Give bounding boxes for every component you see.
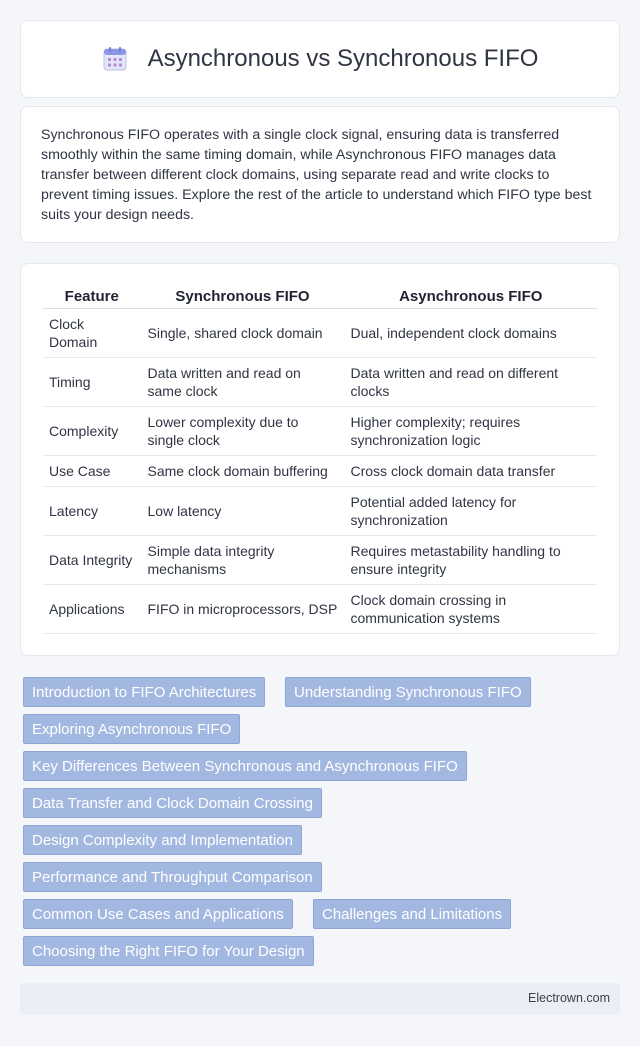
table-row (43, 406, 597, 455)
topic-tag-key-differences[interactable]: Key Differences Between Synchronous and Asynchronous FIFO (23, 751, 467, 781)
calendar-grid-icon (102, 46, 128, 72)
intro-paragraph: Synchronous FIFO operates with a single clock signal, ensuring data is transferred smoothly within the same timing domain, while Asynchronous FIFO manages data transfer between different clock domains, using separate read and write clocks to prevent timing issues. Explore the rest of the article to understand which FIFO type best suits your design needs. (41, 127, 592, 223)
intro-card (20, 106, 620, 243)
topic-tag-challenges[interactable]: Challenges and Limitations (313, 899, 511, 929)
topic-tag-performance[interactable]: Performance and Throughput Comparison (23, 862, 322, 892)
column-header-synchronous: Synchronous FIFO (141, 284, 344, 308)
header-card (20, 20, 620, 98)
table-cell-sync: Same clock domain buffering (141, 455, 344, 486)
column-header-asynchronous: Asynchronous FIFO (344, 284, 597, 308)
table-cell-feature: Timing (43, 357, 141, 406)
topic-tag-choosing[interactable]: Choosing the Right FIFO for Your Design (23, 936, 314, 966)
table-row (43, 455, 597, 486)
comparison-table-card (20, 263, 620, 656)
topic-tag-design-complexity[interactable]: Design Complexity and Implementation (23, 825, 302, 855)
table-header-row (43, 284, 597, 308)
table-cell-async: Data written and read on different clocks (344, 357, 597, 406)
table-row (43, 584, 597, 633)
topic-tag-introduction[interactable]: Introduction to FIFO Architectures (23, 677, 265, 707)
table-cell-async: Clock domain crossing in communication systems (344, 584, 597, 633)
table-cell-async: Requires metastability handling to ensure integrity (344, 535, 597, 584)
footer-site-name: Electrown.com (528, 991, 610, 1005)
topic-tag-synchronous[interactable]: Understanding Synchronous FIFO (285, 677, 531, 707)
topic-tag-use-cases[interactable]: Common Use Cases and Applications (23, 899, 293, 929)
table-row (43, 486, 597, 535)
table-cell-feature: Latency (43, 486, 141, 535)
footer (20, 983, 620, 1015)
table-cell-sync: Data written and read on same clock (141, 357, 344, 406)
table-cell-async: Potential added latency for synchronization (344, 486, 597, 535)
table-row (43, 357, 597, 406)
topic-tag-asynchronous[interactable]: Exploring Asynchronous FIFO (23, 714, 240, 744)
table-cell-feature: Complexity (43, 406, 141, 455)
table-cell-feature: Applications (43, 584, 141, 633)
table-cell-feature: Use Case (43, 455, 141, 486)
table-cell-async: Cross clock domain data transfer (344, 455, 597, 486)
table-cell-sync: Single, shared clock domain (141, 308, 344, 357)
table-cell-feature: Data Integrity (43, 535, 141, 584)
comparison-table (43, 284, 597, 634)
table-cell-sync: FIFO in microprocessors, DSP (141, 584, 344, 633)
table-row (43, 308, 597, 357)
table-cell-async: Dual, independent clock domains (344, 308, 597, 357)
table-cell-sync: Simple data integrity mechanisms (141, 535, 344, 584)
table-row (43, 535, 597, 584)
table-cell-sync: Low latency (141, 486, 344, 535)
table-cell-async: Higher complexity; requires synchronization logic (344, 406, 597, 455)
page-title: Asynchronous vs Synchronous FIFO (147, 45, 539, 72)
table-cell-sync: Lower complexity due to single clock (141, 406, 344, 455)
column-header-feature: Feature (43, 284, 141, 308)
table-cell-feature: Clock Domain (43, 308, 141, 357)
topic-tag-data-transfer[interactable]: Data Transfer and Clock Domain Crossing (23, 788, 322, 818)
